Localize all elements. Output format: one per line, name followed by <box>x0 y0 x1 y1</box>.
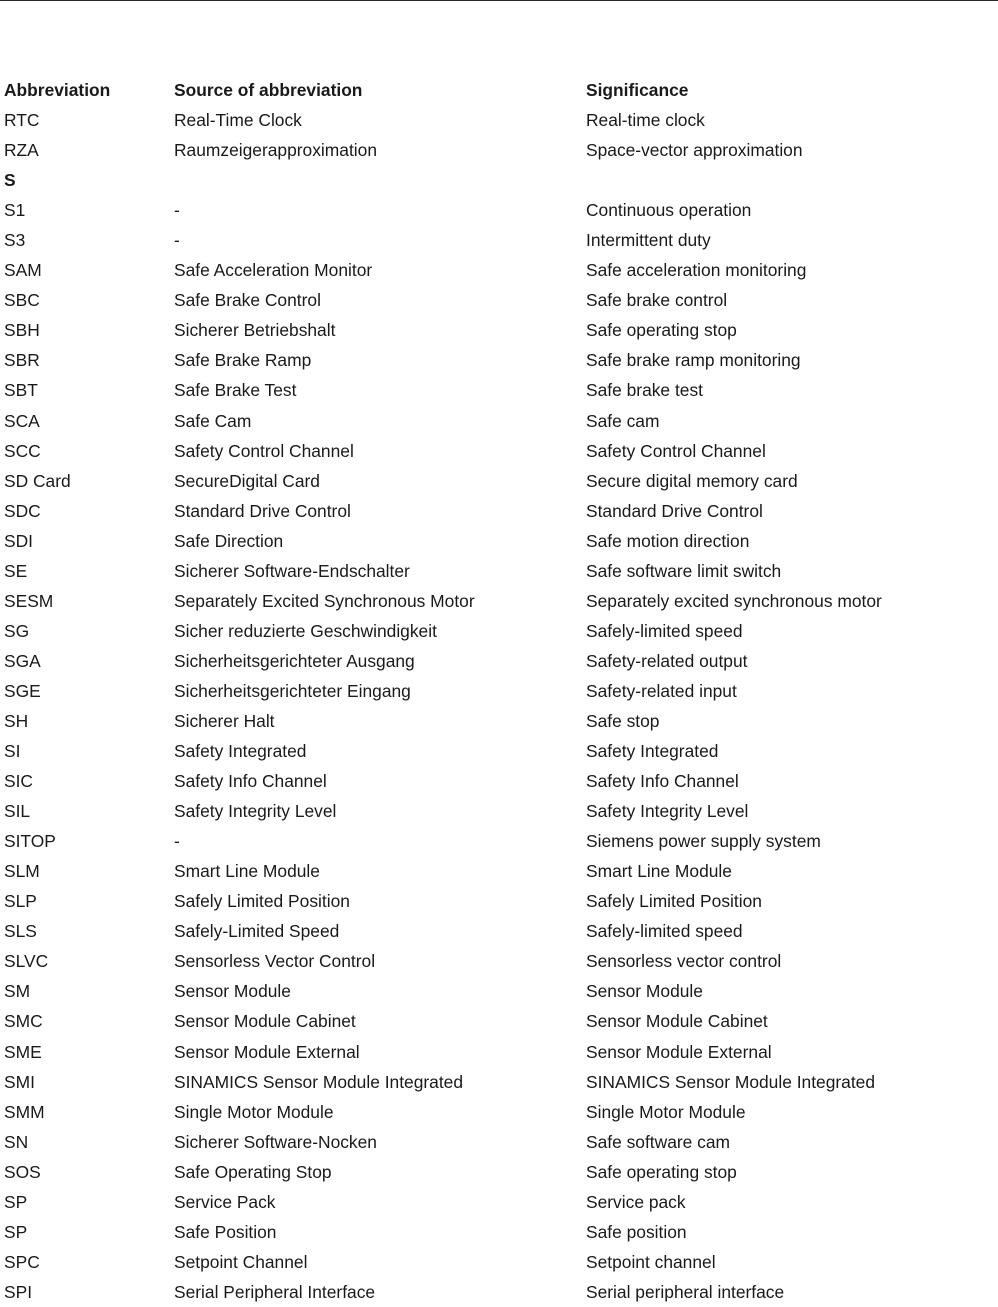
table-row <box>4 1127 998 1157</box>
table-row <box>4 976 998 1006</box>
section-letter: S <box>4 170 16 191</box>
table-body <box>4 105 998 1307</box>
abbreviation-cell: SAM <box>4 260 42 281</box>
significance-cell: Safe operating stop <box>586 320 737 341</box>
source-cell: Safe Direction <box>174 530 284 551</box>
abbreviation-cell: SCC <box>4 440 41 461</box>
table-row <box>4 766 998 796</box>
source-cell: Separately Excited Synchronous Motor <box>174 590 475 611</box>
significance-cell: Setpoint channel <box>586 1251 716 1272</box>
significance-cell: Safely-limited speed <box>586 620 743 641</box>
table-row <box>4 466 998 496</box>
source-cell: Sicherer Software-Nocken <box>174 1131 377 1152</box>
abbreviation-cell: SITOP <box>4 831 56 852</box>
source-cell: Smart Line Module <box>174 861 320 882</box>
significance-cell: Safe operating stop <box>586 1161 737 1182</box>
table-row <box>4 1157 998 1187</box>
source-cell: Sicherheitsgerichteter Eingang <box>174 680 411 701</box>
source-cell: SINAMICS Sensor Module Integrated <box>174 1071 464 1092</box>
table-row <box>4 706 998 736</box>
source-cell: Safely-Limited Speed <box>174 921 340 942</box>
significance-cell: Separately excited synchronous motor <box>586 590 882 611</box>
abbreviation-cell: SGE <box>4 680 41 701</box>
abbreviation-cell: S1 <box>4 200 26 221</box>
source-cell: Sicherer Software-Endschalter <box>174 560 410 581</box>
source-cell: Safety Integrity Level <box>174 801 337 822</box>
table-row <box>4 315 998 345</box>
source-cell: - <box>174 200 180 221</box>
abbreviation-cell: SLS <box>4 921 37 942</box>
source-cell: Safe Cam <box>174 410 252 431</box>
significance-cell: Safety Control Channel <box>586 440 766 461</box>
table-row <box>4 736 998 766</box>
significance-cell: Safely-limited speed <box>586 921 743 942</box>
significance-cell: Sensor Module <box>586 981 703 1002</box>
table-row <box>4 826 998 856</box>
table-row <box>4 1006 998 1036</box>
source-cell: SecureDigital Card <box>174 470 320 491</box>
table-row <box>4 646 998 676</box>
significance-cell: Safely Limited Position <box>586 891 762 912</box>
abbreviation-cell: RZA <box>4 140 39 161</box>
significance-cell: Continuous operation <box>586 200 752 221</box>
abbreviation-cell: SLVC <box>4 951 49 972</box>
table-row <box>4 1277 998 1307</box>
source-cell: Real-Time Clock <box>174 110 302 131</box>
table-row <box>4 436 998 466</box>
abbreviation-cell: SBT <box>4 380 38 401</box>
significance-cell: Safety-related output <box>586 650 748 671</box>
abbreviation-cell: SE <box>4 560 28 581</box>
source-cell: - <box>174 831 180 852</box>
source-cell: Service Pack <box>174 1191 276 1212</box>
source-cell: Sensor Module External <box>174 1041 360 1062</box>
section-heading-row <box>4 165 998 195</box>
significance-cell: Safe acceleration monitoring <box>586 260 807 281</box>
abbreviation-cell: SLP <box>4 891 37 912</box>
abbreviation-cell: SMM <box>4 1101 45 1122</box>
significance-cell: Space-vector approximation <box>586 140 803 161</box>
abbreviation-cell: SME <box>4 1041 42 1062</box>
abbreviation-cell: SESM <box>4 590 54 611</box>
abbreviation-cell: SIC <box>4 771 33 792</box>
source-cell: Safety Info Channel <box>174 771 327 792</box>
table-row <box>4 1067 998 1097</box>
source-cell: Sensor Module Cabinet <box>174 1011 356 1032</box>
table-row <box>4 946 998 976</box>
significance-cell: Safe brake test <box>586 380 703 401</box>
source-cell: Safely Limited Position <box>174 891 350 912</box>
source-cell: Safe Acceleration Monitor <box>174 260 373 281</box>
table-row <box>4 345 998 375</box>
table-row <box>4 1247 998 1277</box>
abbreviation-cell: SOS <box>4 1161 41 1182</box>
source-cell: Sicherer Halt <box>174 710 275 731</box>
significance-cell: Sensor Module External <box>586 1041 772 1062</box>
abbreviation-cell: SBR <box>4 350 40 371</box>
abbreviation-cell: SDC <box>4 500 41 521</box>
abbreviation-cell: SM <box>4 981 31 1002</box>
column-header-significance: Significance <box>586 80 689 100</box>
abbreviation-cell: SD Card <box>4 470 71 491</box>
source-cell: Safety Control Channel <box>174 440 354 461</box>
source-cell: Serial Peripheral Interface <box>174 1281 376 1302</box>
source-cell: Sensor Module <box>174 981 291 1002</box>
table-row <box>4 916 998 946</box>
table-row <box>4 1217 998 1247</box>
significance-cell: Service pack <box>586 1191 686 1212</box>
source-cell: Safe Operating Stop <box>174 1161 332 1182</box>
abbreviation-cell: SGA <box>4 650 41 671</box>
source-cell: Sicherer Betriebshalt <box>174 320 336 341</box>
significance-cell: Single Motor Module <box>586 1101 746 1122</box>
significance-cell: Safety Info Channel <box>586 771 739 792</box>
source-cell: Safe Brake Test <box>174 380 297 401</box>
source-cell: Safety Integrated <box>174 741 307 762</box>
source-cell: Safe Position <box>174 1221 277 1242</box>
table-row <box>4 285 998 315</box>
abbreviation-cell: SCA <box>4 410 40 431</box>
table-row <box>4 1037 998 1067</box>
abbreviation-cell: SMI <box>4 1071 35 1092</box>
table-row <box>4 375 998 405</box>
significance-cell: Safety-related input <box>586 680 737 701</box>
abbreviation-cell: SLM <box>4 861 40 882</box>
table-row <box>4 1187 998 1217</box>
abbreviation-cell: S3 <box>4 230 26 251</box>
table-row <box>4 796 998 826</box>
table-row <box>4 255 998 285</box>
significance-cell: Real-time clock <box>586 110 705 131</box>
abbreviation-cell: SMC <box>4 1011 43 1032</box>
table-row <box>4 886 998 916</box>
abbreviation-cell: SP <box>4 1221 28 1242</box>
abbreviation-cell: SPC <box>4 1251 40 1272</box>
significance-cell: Intermittent duty <box>586 230 711 251</box>
significance-cell: Safe motion direction <box>586 530 750 551</box>
table-row <box>4 676 998 706</box>
source-cell: Sicher reduzierte Geschwindigkeit <box>174 620 437 641</box>
abbreviation-cell: SBH <box>4 320 40 341</box>
table-row <box>4 195 998 225</box>
table-row <box>4 556 998 586</box>
column-header-source: Source of abbreviation <box>174 80 363 100</box>
significance-cell: Siemens power supply system <box>586 831 821 852</box>
table-row <box>4 526 998 556</box>
abbreviation-cell: SPI <box>4 1281 33 1302</box>
abbreviation-table <box>4 75 998 1307</box>
source-cell: - <box>174 230 180 251</box>
abbreviation-cell: SBC <box>4 290 40 311</box>
table-row <box>4 586 998 616</box>
significance-cell: Safe software cam <box>586 1131 731 1152</box>
column-header-abbreviation: Abbreviation <box>4 80 111 100</box>
source-cell: Standard Drive Control <box>174 500 351 521</box>
source-cell: Safe Brake Control <box>174 290 321 311</box>
significance-cell: Sensorless vector control <box>586 951 782 972</box>
significance-cell: Smart Line Module <box>586 861 732 882</box>
abbreviation-cell: SI <box>4 741 21 762</box>
significance-cell: Safe brake control <box>586 290 728 311</box>
top-rule <box>0 0 998 1</box>
abbreviation-cell: SIL <box>4 801 31 822</box>
abbreviation-cell: SP <box>4 1191 28 1212</box>
significance-cell: Safe brake ramp monitoring <box>586 350 801 371</box>
significance-cell: Sensor Module Cabinet <box>586 1011 768 1032</box>
source-cell: Setpoint Channel <box>174 1251 308 1272</box>
abbreviation-cell: SH <box>4 710 29 731</box>
significance-cell: SINAMICS Sensor Module Integrated <box>586 1071 876 1092</box>
table-row <box>4 1097 998 1127</box>
significance-cell: Safe stop <box>586 710 660 731</box>
source-cell: Single Motor Module <box>174 1101 334 1122</box>
source-cell: Safe Brake Ramp <box>174 350 312 371</box>
table-row <box>4 616 998 646</box>
table-row <box>4 135 998 165</box>
table-row <box>4 105 998 135</box>
abbreviation-cell: SG <box>4 620 30 641</box>
source-cell: Sicherheitsgerichteter Ausgang <box>174 650 415 671</box>
significance-cell: Safety Integrated <box>586 741 719 762</box>
significance-cell: Safe cam <box>586 410 660 431</box>
table-row <box>4 496 998 526</box>
source-cell: Raumzeigerapproximation <box>174 140 377 161</box>
abbreviation-cell: SN <box>4 1131 29 1152</box>
significance-cell: Secure digital memory card <box>586 470 798 491</box>
table-row <box>4 856 998 886</box>
significance-cell: Safe software limit switch <box>586 560 782 581</box>
significance-cell: Safe position <box>586 1221 687 1242</box>
abbreviation-cell: RTC <box>4 110 40 131</box>
significance-cell: Serial peripheral interface <box>586 1281 785 1302</box>
source-cell: Sensorless Vector Control <box>174 951 376 972</box>
table-row <box>4 225 998 255</box>
abbreviation-cell: SDI <box>4 530 33 551</box>
table-row <box>4 406 998 436</box>
table-header <box>4 75 998 105</box>
significance-cell: Safety Integrity Level <box>586 801 749 822</box>
significance-cell: Standard Drive Control <box>586 500 763 521</box>
